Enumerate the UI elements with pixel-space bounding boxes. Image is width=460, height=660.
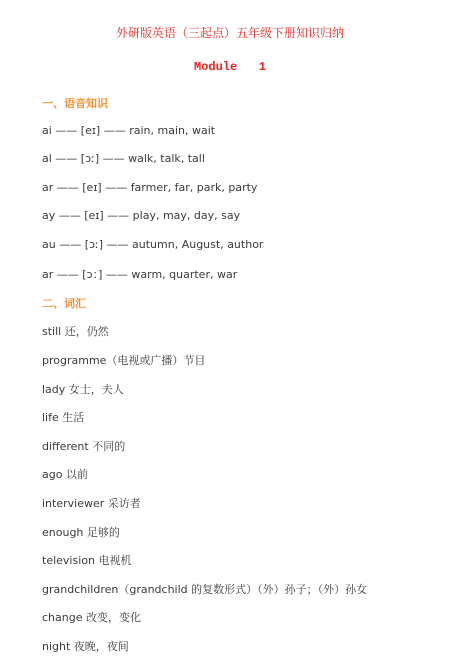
vocabulary-item: interviewer 采访者 bbox=[42, 497, 141, 510]
vocabulary-item: still 还，仍然 bbox=[42, 325, 109, 338]
module-title: Module 1 bbox=[193, 60, 266, 74]
vocabulary-item: programme（电视或广播）节目 bbox=[42, 354, 206, 367]
phonics-item: au —— [ɔː] —— autumn, August, author bbox=[42, 238, 264, 251]
section-heading-vocabulary: 二、词汇 bbox=[42, 297, 86, 310]
phonics-item: ai —— [eɪ] —— rain, main, wait bbox=[42, 124, 216, 137]
vocabulary-item: night 夜晚，夜间 bbox=[42, 640, 129, 653]
vocabulary-item: ago 以前 bbox=[42, 468, 88, 481]
vocabulary-item: lady 女士，夫人 bbox=[42, 383, 124, 396]
vocabulary-item: grandchildren（grandchild 的复数形式）（外）孙子；（外）孙女 bbox=[42, 583, 368, 596]
vocabulary-item: television 电视机 bbox=[42, 554, 132, 567]
vocabulary-item: different 不同的 bbox=[42, 440, 126, 453]
phonics-item: al —— [ɔː] —— walk, talk, tall bbox=[42, 152, 205, 165]
vocabulary-item: change 改变，变化 bbox=[42, 611, 141, 624]
document-title: 外研版英语（三起点）五年级下册知识归纳 bbox=[115, 26, 344, 40]
vocabulary-item: life 生活 bbox=[42, 411, 85, 424]
phonics-item: ar —— [eɪ] —— farmer, far, park, party bbox=[42, 181, 258, 194]
section-heading-phonics: 一、语音知识 bbox=[42, 97, 108, 110]
phonics-item: ar —— [ɔ：] —— warm, quarter, war bbox=[42, 268, 238, 281]
vocabulary-item: enough 足够的 bbox=[42, 526, 120, 539]
phonics-item: ay —— [eɪ] —— play, may, day, say bbox=[42, 209, 241, 222]
